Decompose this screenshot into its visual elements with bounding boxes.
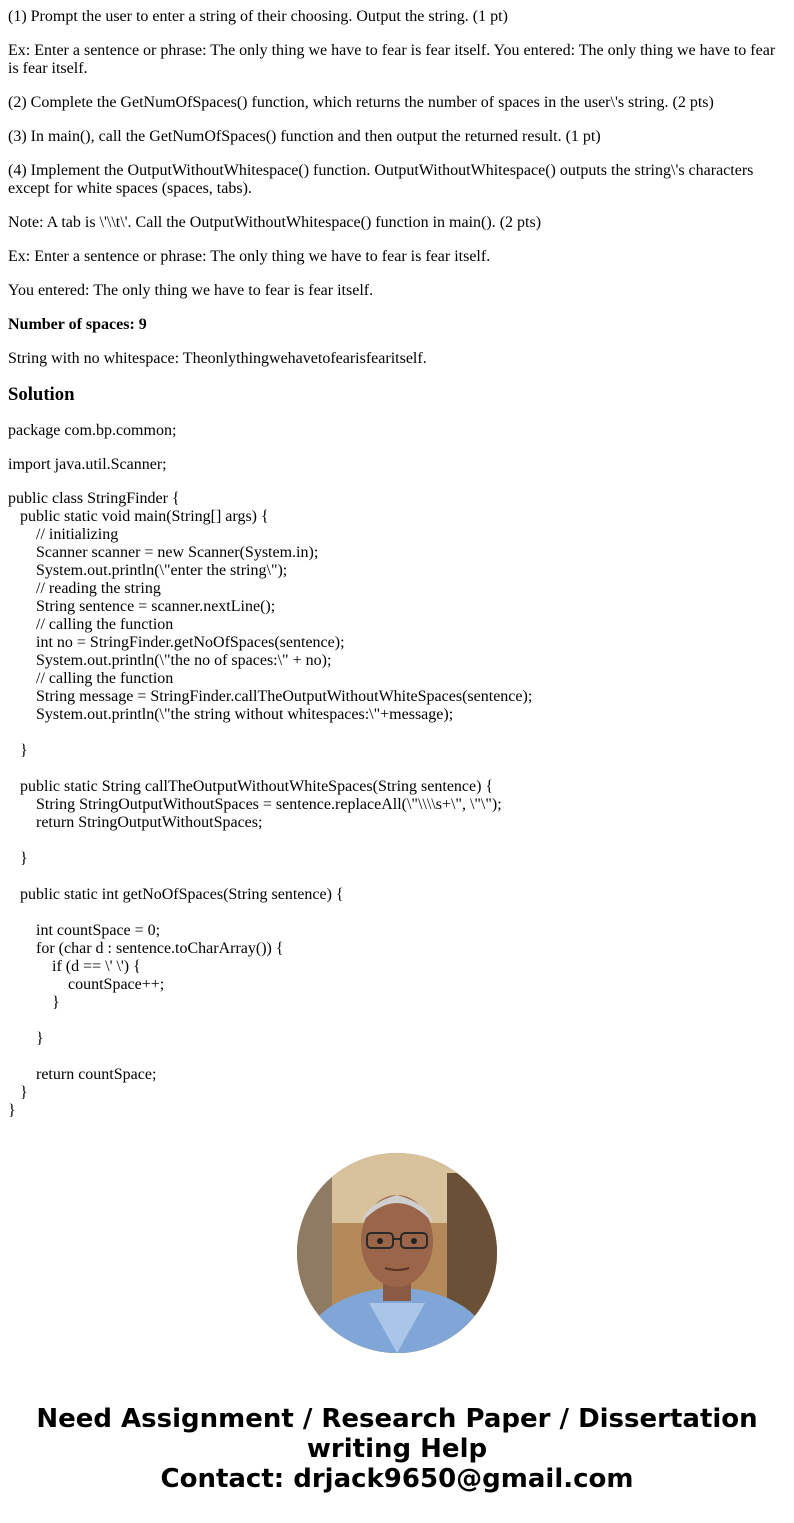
code-line: Scanner scanner = new Scanner(System.in); — [8, 544, 319, 561]
code-line: // calling the function — [8, 670, 174, 687]
code-line: public static int getNoOfSpaces(String sentence) { — [8, 886, 344, 903]
footer-line-1: Need Assignment / Research Paper / Dissertation — [36, 1404, 758, 1434]
code-line: countSpace++; — [8, 976, 165, 993]
footer-advert — [0, 1404, 794, 1494]
example-2-spaces: Number of spaces: 9 — [8, 316, 147, 333]
code-line — [8, 832, 786, 850]
code-line: } — [8, 850, 28, 867]
code-line: } — [8, 742, 28, 759]
example-2-echo: You entered: The only thing we have to fear is fear itself. — [8, 282, 374, 299]
question-part-2: (2) Complete the GetNumOfSpaces() function, which returns the number of spaces in the user\'s string. (2 pts) — [8, 94, 714, 111]
code-line: } — [8, 1030, 44, 1047]
code-line: public static String callTheOutputWithoutWhiteSpaces(String sentence) { — [8, 778, 494, 795]
code-line: public class StringFinder { — [8, 490, 180, 507]
code-line: } — [8, 1084, 28, 1101]
code-line: return StringOutputWithoutSpaces; — [8, 814, 263, 831]
code-line — [8, 1048, 786, 1066]
code-line — [8, 904, 786, 922]
code-line: int countSpace = 0; — [8, 922, 161, 939]
code-line: for (char d : sentence.toCharArray()) { — [8, 940, 284, 957]
code-line — [8, 724, 786, 742]
question-part-1: (1) Prompt the user to enter a string of their choosing. Output the string. (1 pt) — [8, 8, 508, 25]
code-line: } — [8, 994, 60, 1011]
code-line: // calling the function — [8, 616, 174, 633]
code-line: int no = StringFinder.getNoOfSpaces(sentence); — [8, 634, 345, 651]
code-line: System.out.println(\"enter the string\"); — [8, 562, 288, 579]
example-2-no-whitespace: String with no whitespace: Theonlythingwehavetofearisfearitself. — [8, 350, 427, 367]
code-line: String StringOutputWithoutSpaces = sentence.replaceAll(\"\\\\s+\", \"\"); — [8, 796, 502, 813]
code-line: System.out.println(\"the string without whitespaces:\"+message); — [8, 706, 454, 723]
import-line: import java.util.Scanner; — [8, 456, 167, 473]
author-avatar — [297, 1153, 497, 1353]
example-2-input: Ex: Enter a sentence or phrase: The only thing we have to fear is fear itself. — [8, 248, 491, 265]
note: Note: A tab is \'\\t\'. Call the OutputWithoutWhitespace() function in main(). (2 pts) — [8, 214, 542, 231]
question-part-3: (3) In main(), call the GetNumOfSpaces() function and then output the returned result. (1 pt) — [8, 128, 601, 145]
code-line: String sentence = scanner.nextLine(); — [8, 598, 276, 615]
code-line — [8, 868, 786, 886]
footer-line-3: Contact: drjack9650@gmail.com — [160, 1464, 634, 1494]
code-line: String message = StringFinder.callTheOutputWithoutWhiteSpaces(sentence); — [8, 688, 533, 705]
solution-heading: Solution — [8, 384, 75, 405]
code-block — [8, 490, 786, 1120]
document-body — [8, 0, 786, 1120]
code-line: // reading the string — [8, 580, 161, 597]
code-line — [8, 1012, 786, 1030]
code-line: return countSpace; — [8, 1066, 157, 1083]
question-part-4: (4) Implement the OutputWithoutWhitespace() function. OutputWithoutWhitespace() outputs the string\'s characters except for white spaces (spaces, tabs). — [8, 162, 754, 197]
code-line: public static void main(String[] args) { — [8, 508, 269, 525]
code-line: } — [8, 1102, 16, 1119]
portrait-image — [297, 1153, 497, 1353]
package-line: package com.bp.common; — [8, 422, 177, 439]
code-line: System.out.println(\"the no of spaces:\" + no); — [8, 652, 332, 669]
code-line: if (d == \' \') { — [8, 958, 141, 975]
code-line: // initializing — [8, 526, 119, 543]
example-1: Ex: Enter a sentence or phrase: The only thing we have to fear is fear itself. You entered: The only thing we have to fear is fear itself. — [8, 42, 776, 77]
code-line — [8, 760, 786, 778]
footer-line-2: writing Help — [306, 1434, 488, 1464]
